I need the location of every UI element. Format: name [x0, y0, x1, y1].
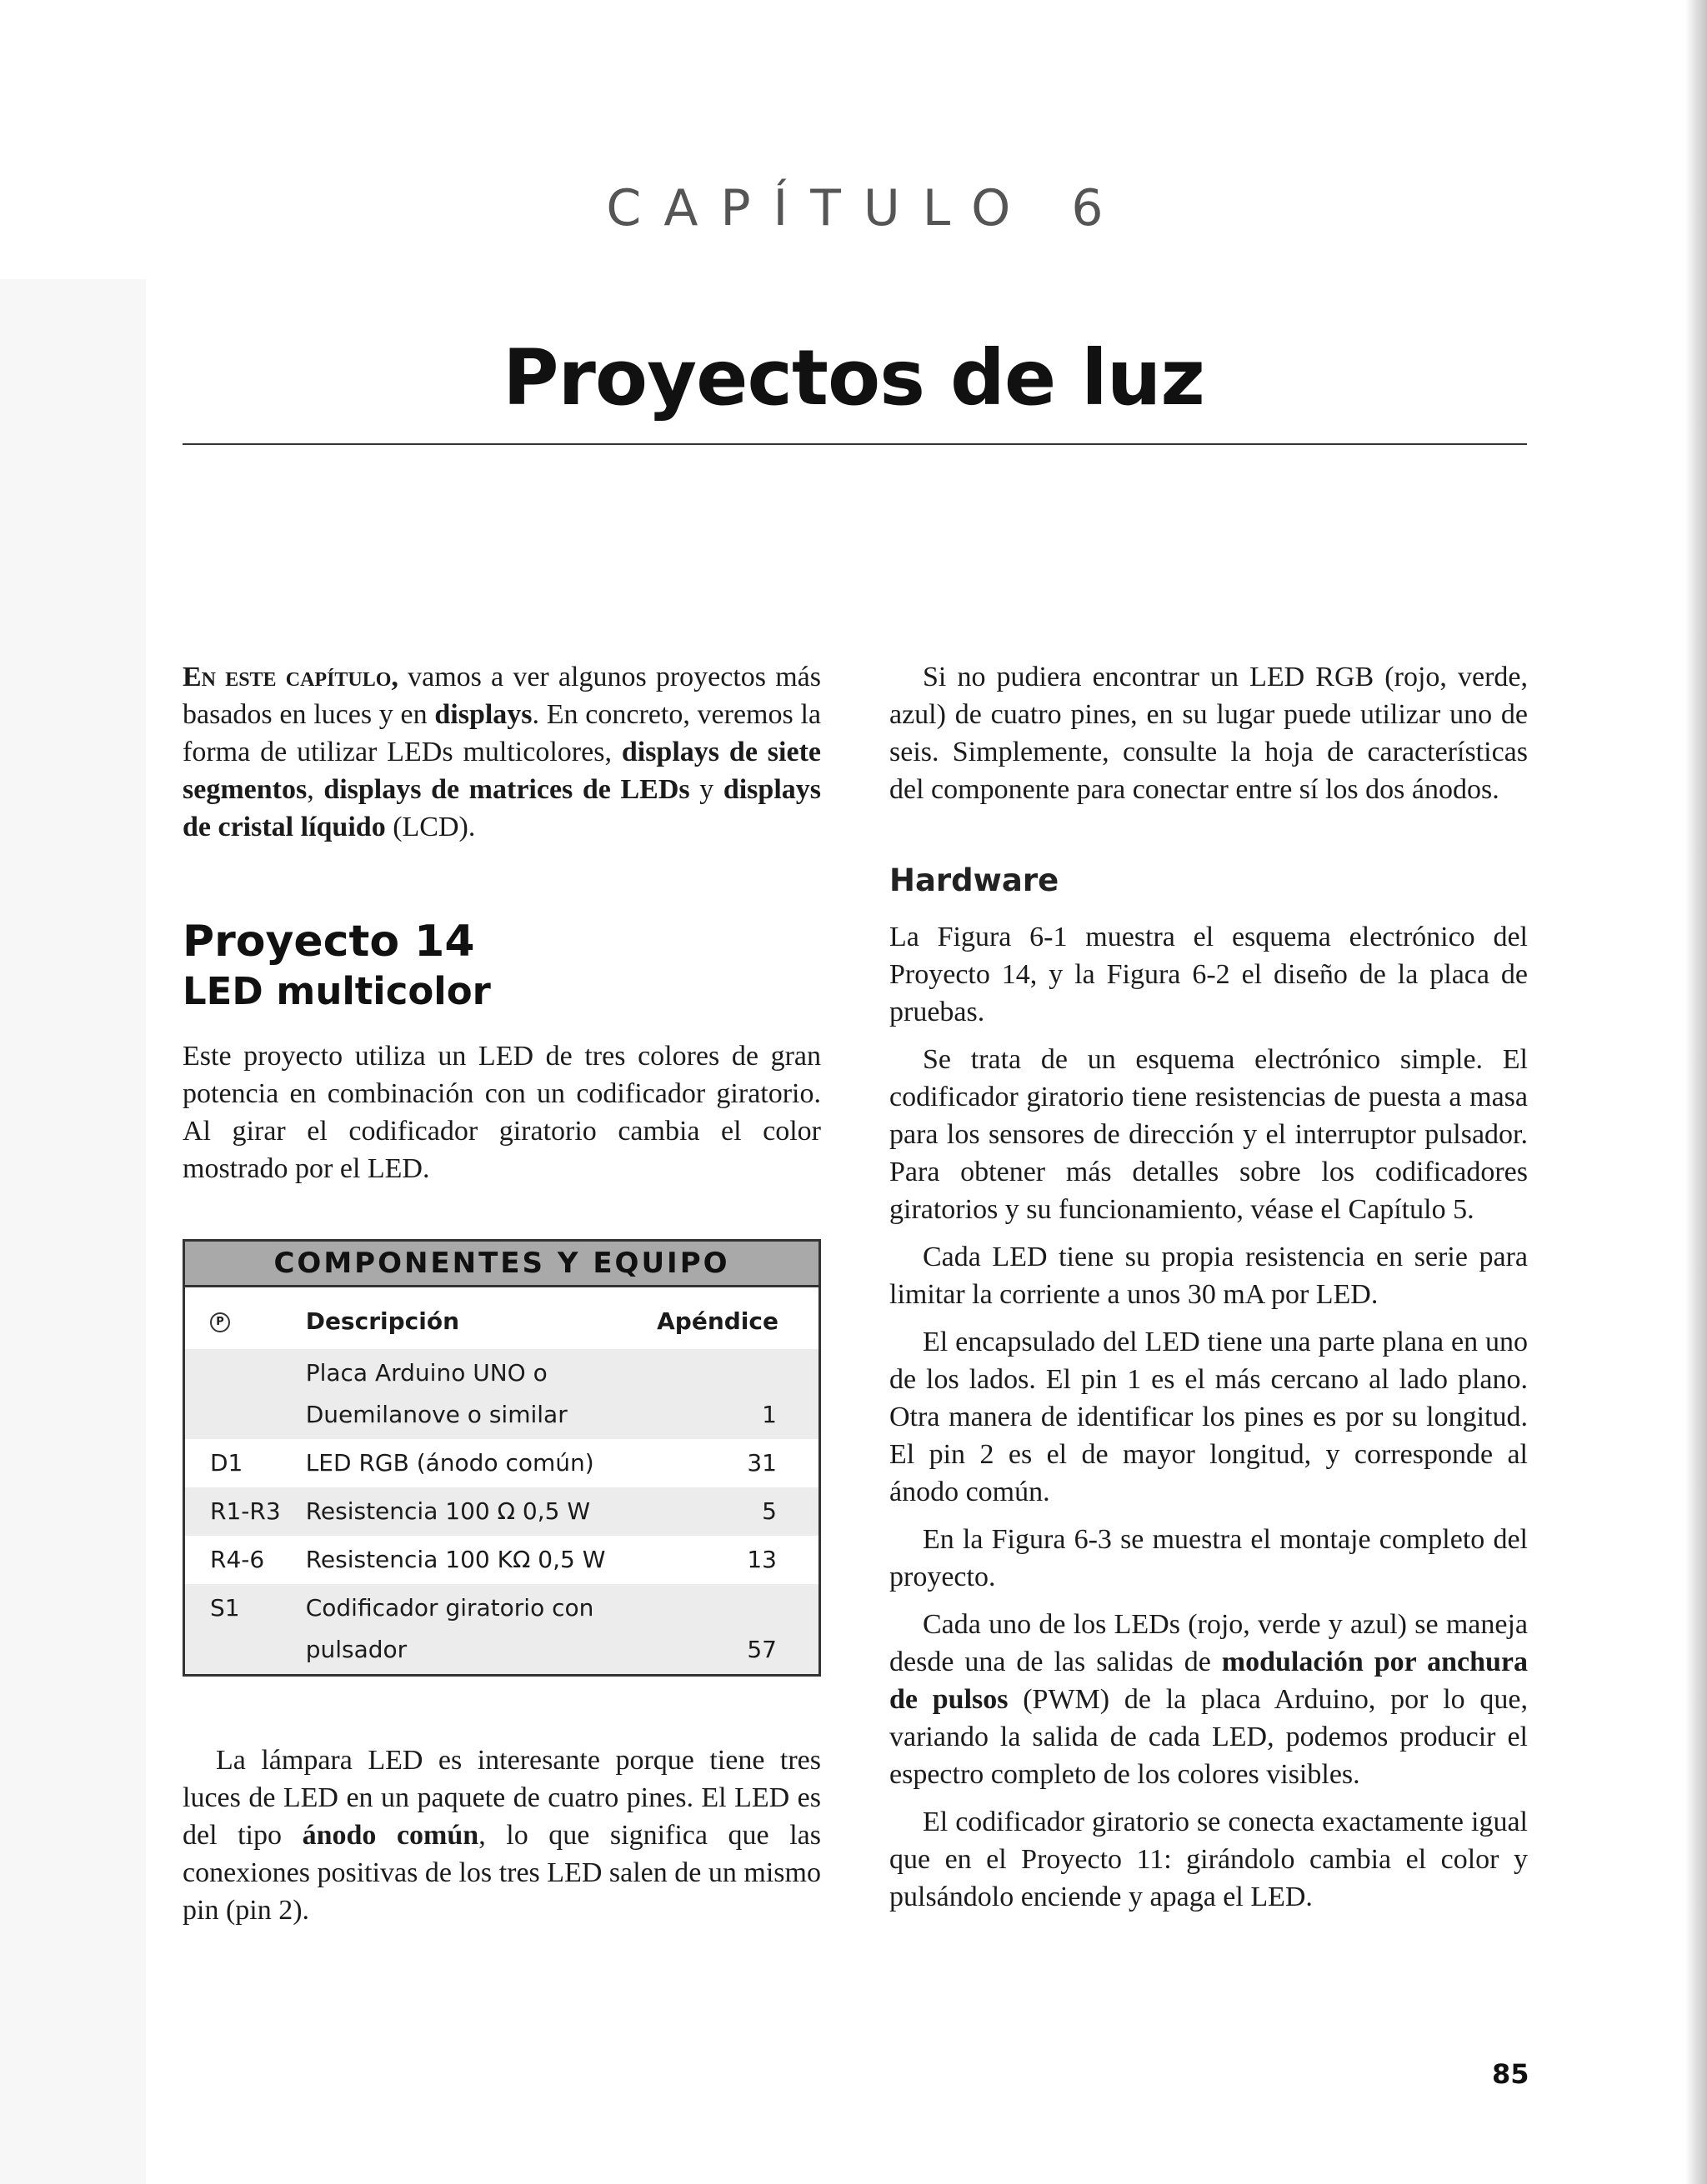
intro-bold: displays de siete segmentos: [183, 737, 821, 805]
hardware-paragraph-3: Cada LED tiene su propia resistencia en serie para limitar la corriente a unos 30 mA por LED.: [889, 1242, 1528, 1310]
header-description: Descripción: [305, 1307, 460, 1335]
table-row: [185, 1349, 818, 1439]
row-appendix: 5: [762, 1497, 777, 1525]
row-ref: [185, 1349, 306, 1439]
p-circle-icon: P: [210, 1312, 230, 1332]
intro-text: ,: [307, 774, 324, 805]
led-lamp-paragraph: [183, 1742, 821, 1929]
header-ref-cell: [185, 1287, 306, 1349]
row-description: Resistencia 100 KΩ 0,5 W: [305, 1546, 606, 1573]
table-row: [185, 1487, 818, 1536]
page-number: 85: [1492, 2058, 1529, 2090]
table-row: [185, 1536, 818, 1584]
row-description: Codificador giratorio con pulsador: [305, 1594, 594, 1663]
intro-bold: displays de cristal líquido: [183, 774, 822, 842]
components-table: [185, 1287, 818, 1674]
chapter-title: Proyectos de luz: [503, 333, 1204, 422]
paragraph-text: , lo que significa que las conexiones positivas de los tres LED salen de un mismo pin (pin 2).: [183, 1820, 821, 1926]
row-description: Placa Arduino UNO o Duemilanove o similar: [305, 1359, 568, 1428]
row-appendix: 13: [747, 1546, 777, 1573]
row-description: LED RGB (ánodo común): [305, 1449, 594, 1477]
chapter-label: CAPÍTULO 6: [606, 179, 1126, 237]
intro-text: . En concreto, veremos la forma de utilizar LEDs multicolores,: [183, 699, 822, 767]
row-appendix: 57: [747, 1636, 777, 1663]
right-column: [889, 658, 1528, 1916]
hardware-paragraph-4: El encapsulado del LED tiene una parte plana en uno de los lados. El pin 1 es el más cercano al lado plano. Otra manera de identificar los pines es por su longitud. El pin 2 es el de mayor longitud, y corresponde al ánodo común.: [889, 1327, 1528, 1507]
paragraph-bold: modulación por anchura de pulsos: [889, 1647, 1528, 1715]
scan-margin-tint: [0, 279, 146, 2184]
hardware-paragraph-2: Se trata de un esquema electrónico simple. El codificador giratorio tiene resistencias de puesta a masa para los sensores de dirección y el interruptor pulsador. Para obtener más detalles sobre los codificadores giratorios y su funcionamiento, véase el Capítulo 5.: [889, 1044, 1528, 1225]
intro-bold: displays: [434, 699, 533, 730]
project-description: Este proyecto utiliza un LED de tres colores de gran potencia en combinación con un codificador giratorio. Al girar el codificador giratorio cambia el color mostrado por el LED.: [183, 1041, 821, 1184]
row-ref: R1-R3: [210, 1497, 281, 1525]
left-column: [183, 658, 821, 1929]
paragraph-bold: ánodo común: [302, 1820, 479, 1851]
components-box: [183, 1239, 821, 1677]
intro-lead: En este capítulo,: [183, 662, 398, 692]
row-appendix: 1: [762, 1401, 777, 1428]
row-description: Resistencia 100 Ω 0,5 W: [305, 1497, 591, 1525]
hardware-heading: Hardware: [889, 862, 1059, 898]
intro-text: vamos a ver algunos proyectos más basados en luces y en: [183, 662, 821, 730]
intro-text: y: [689, 774, 723, 805]
intro-bold: displays de matrices de LEDs: [323, 774, 690, 805]
hardware-paragraph-6: [889, 1606, 1528, 1793]
row-ref: D1: [210, 1449, 243, 1477]
table-row: [185, 1439, 818, 1487]
components-title: COMPONENTES Y EQUIPO: [185, 1242, 818, 1287]
intro-paragraph: [183, 658, 821, 846]
paragraph-text: (PWM) de la placa Arduino, por lo que, variando la salida de cada LED, podemos producir el espectro completo de los colores visibles.: [889, 1684, 1528, 1790]
paragraph-text: La lámpara LED es interesante porque tiene tres luces de LED en un paquete de cuatro pines. El LED es del tipo: [183, 1745, 821, 1851]
title-divider: [183, 443, 1527, 445]
page-gutter-shadow: [1685, 0, 1707, 2184]
hardware-paragraph-5: En la Figura 6-3 se muestra el montaje completo del proyecto.: [889, 1524, 1528, 1592]
project-number: Proyecto 14: [183, 917, 475, 967]
paragraph-text: Cada uno de los LEDs (rojo, verde y azul) se maneja desde una de las salidas de: [889, 1609, 1528, 1677]
table-row: [185, 1584, 818, 1674]
rgb-note-paragraph: Si no pudiera encontrar un LED RGB (rojo, verde, azul) de cuatro pines, en su lugar puede utilizar uno de seis. Simplemente, consulte la hoja de características del componente para conectar entre sí los dos ánodos.: [889, 662, 1528, 805]
intro-text: (LCD).: [385, 812, 476, 842]
project-name: LED multicolor: [183, 969, 491, 1013]
hardware-paragraph-1: La Figura 6-1 muestra el esquema electrónico del Proyecto 14, y la Figura 6-2 el diseño de la placa de pruebas.: [889, 922, 1528, 1027]
hardware-paragraph-7: El codificador giratorio se conecta exactamente igual que en el Proyecto 11: girándolo cambia el color y pulsándolo enciende y apaga el LED.: [889, 1807, 1528, 1912]
row-ref: R4-6: [210, 1546, 265, 1573]
row-appendix: 31: [747, 1449, 777, 1477]
header-appendix: Apéndice: [657, 1307, 778, 1335]
components-header-row: [185, 1287, 818, 1349]
row-ref: S1: [210, 1594, 240, 1622]
